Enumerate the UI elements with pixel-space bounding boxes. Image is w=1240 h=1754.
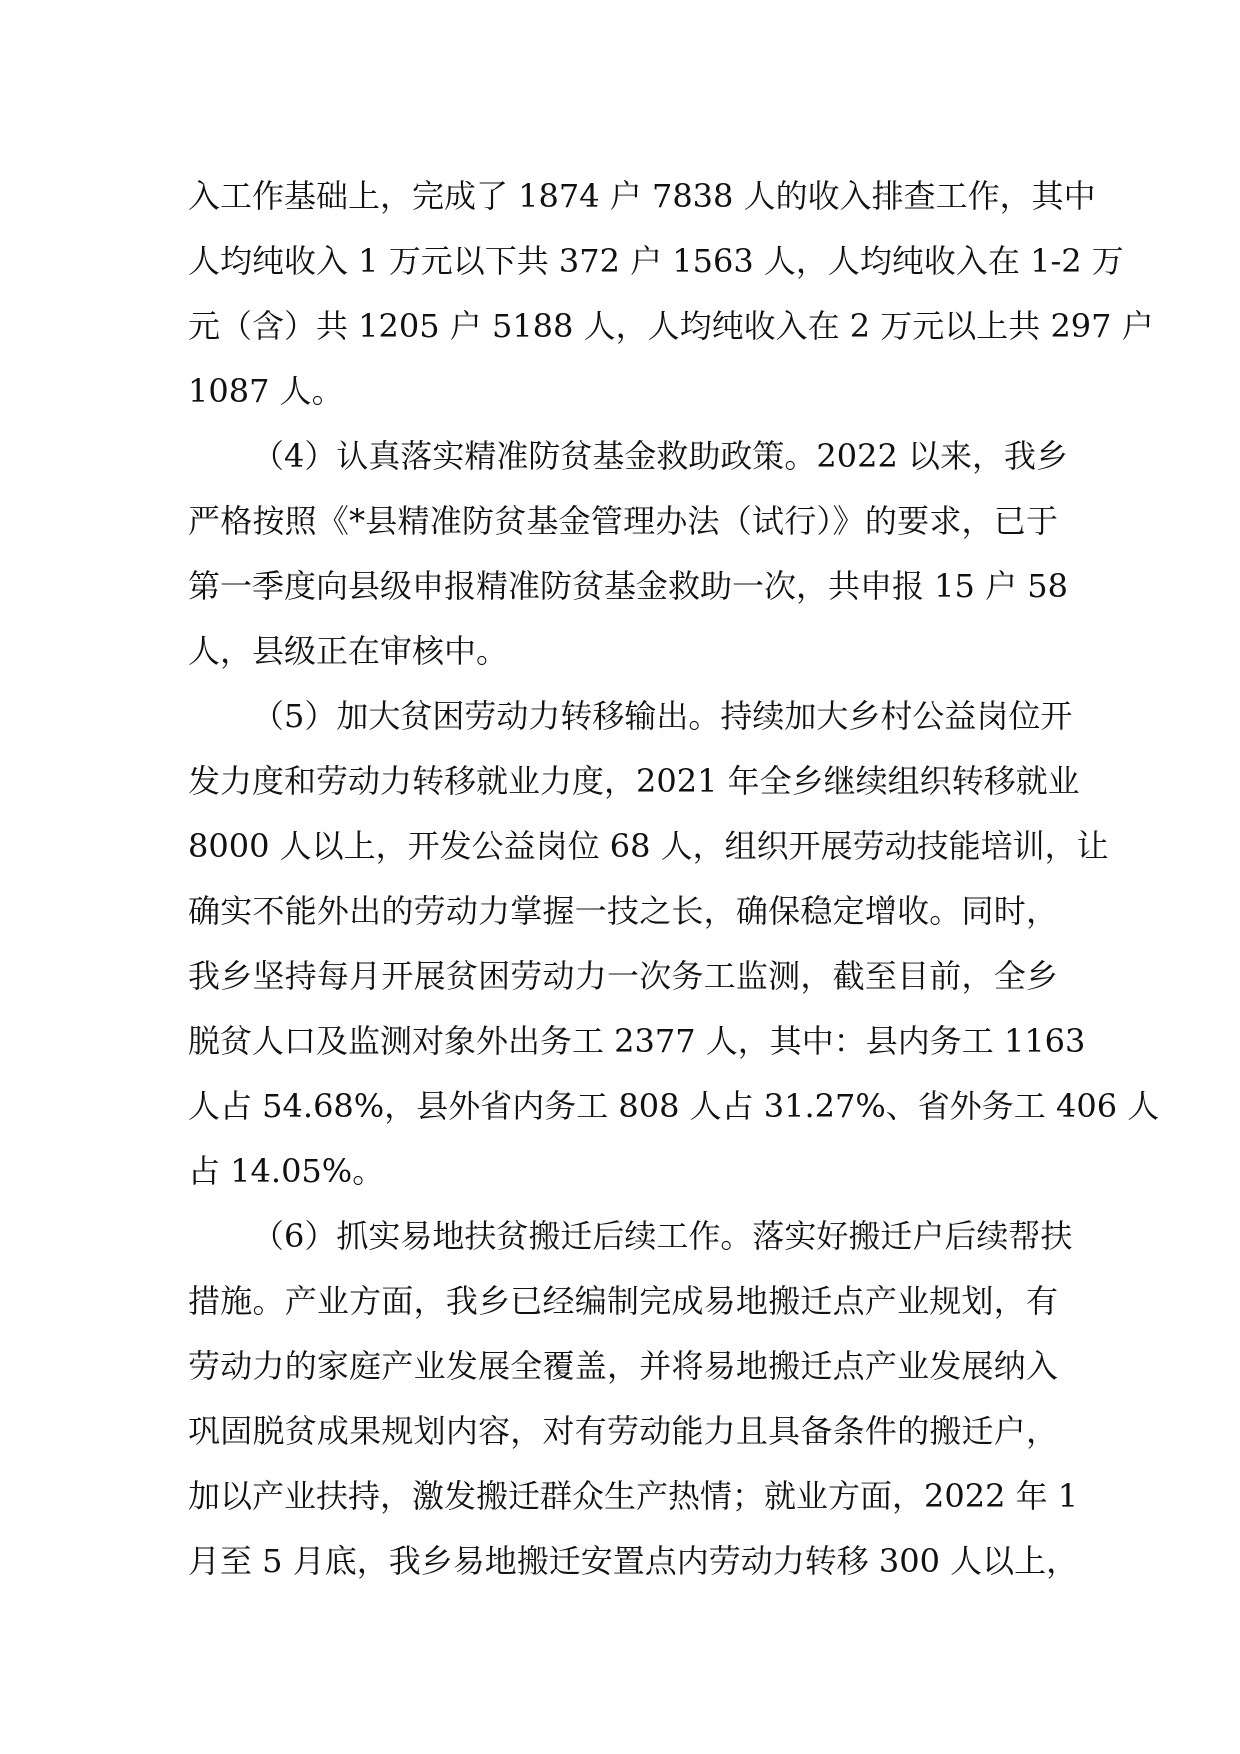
text-line-19: 劳动力的家庭产业发展全覆盖，并将易地搬迁点产业发展纳入 (188, 1347, 1058, 1385)
text-line-18: 措施。产业方面，我乡已经编制完成易地搬迁点产业规划，有 (188, 1282, 1058, 1320)
text-line-2: 人均纯收入 1 万元以下共 372 户 1563 人，人均纯收入在 1-2 万 (188, 242, 1124, 280)
text-line-16: 占 14.05%。 (188, 1152, 385, 1190)
text-line-22: 月至 5 月底，我乡易地搬迁安置点内劳动力转移 300 人以上， (188, 1542, 1079, 1580)
text-line-14: 脱贫人口及监测对象外出务工 2377 人，其中：县内务工 1163 (188, 1022, 1086, 1060)
text-line-9: （5）加大贫困劳动力转移输出。持续加大乡村公益岗位开 (252, 697, 1073, 735)
text-line-13: 我乡坚持每月开展贫困劳动力一次务工监测，截至目前，全乡 (188, 957, 1058, 995)
text-line-3: 元（含）共 1205 户 5188 人，人均纯收入在 2 万元以上共 297 户 (188, 307, 1154, 345)
text-line-21: 加以产业扶持，激发搬迁群众生产热情；就业方面，2022 年 1 (188, 1477, 1079, 1515)
text-line-10: 发力度和劳动力转移就业力度，2021 年全乡继续组织转移就业 (188, 762, 1080, 800)
text-line-4: 1087 人。 (188, 372, 344, 410)
text-line-8: 人，县级正在审核中。 (188, 632, 509, 670)
text-line-6: 严格按照《*县精准防贫基金管理办法（试行）》的要求，已于 (188, 502, 1058, 540)
text-line-11: 8000 人以上，开发公益岗位 68 人，组织开展劳动技能培训，让 (188, 827, 1109, 865)
text-line-7: 第一季度向县级申报精准防贫基金救助一次，共申报 15 户 58 (188, 567, 1068, 605)
text-line-20: 巩固脱贫成果规划内容，对有劳动能力且具备条件的搬迁户， (188, 1412, 1058, 1450)
text-line-1: 入工作基础上，完成了 1874 户 7838 人的收入排查工作，其中 (188, 177, 1096, 215)
text-line-5: （4）认真落实精准防贫基金救助政策。2022 以来，我乡 (252, 437, 1068, 475)
text-line-17: （6）抓实易地扶贫搬迁后续工作。落实好搬迁户后续帮扶 (252, 1217, 1073, 1255)
document-page (188, 164, 1160, 1594)
text-line-12: 确实不能外出的劳动力掌握一技之长，确保稳定增收。同时， (188, 892, 1058, 930)
text-line-15: 人占 54.68%，县外省内务工 808 人占 31.27%、省外务工 406 人 (188, 1087, 1160, 1125)
